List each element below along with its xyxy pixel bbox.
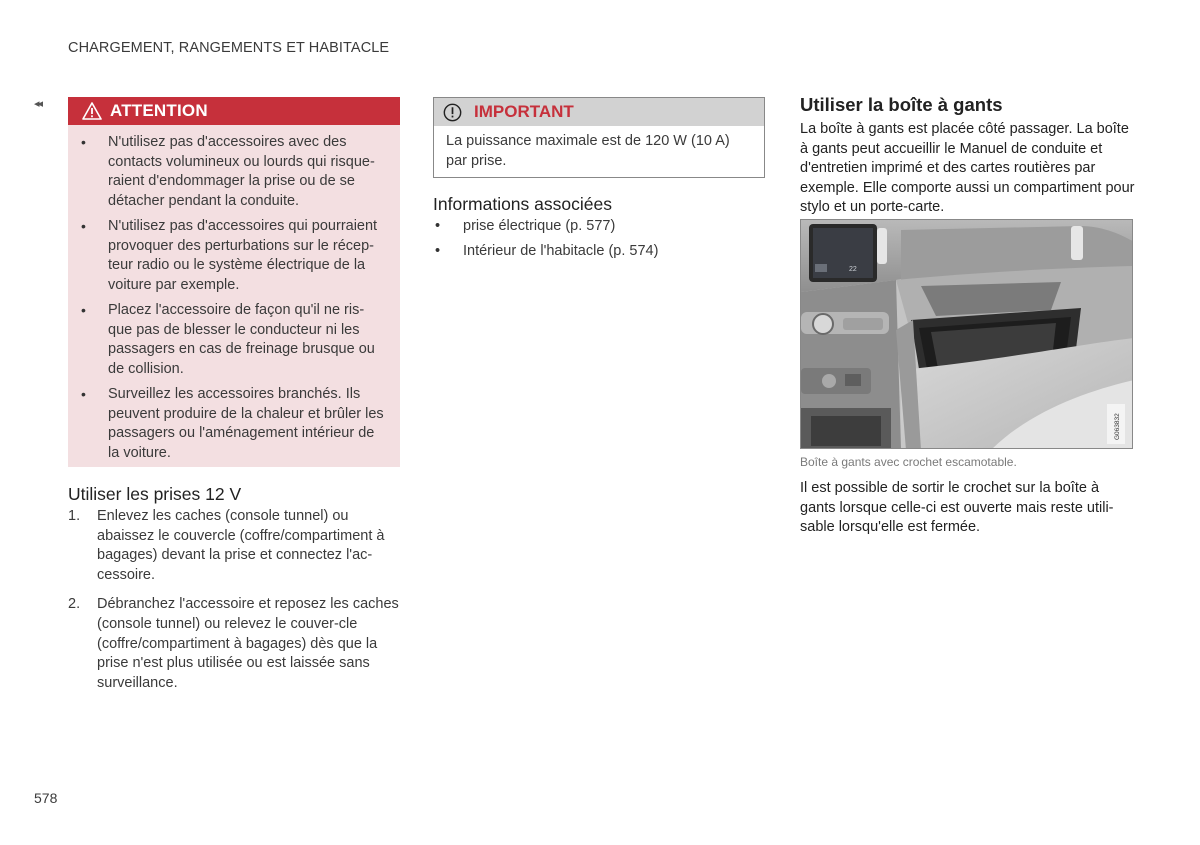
exclamation-circle-icon	[443, 103, 462, 122]
section-heading: Utiliser la boîte à gants	[800, 94, 1003, 115]
list-item: • Surveillez les accessoires branchés. Ils peuvent produire de la chaleur et brûler les passagers ou l'aménagement intérieur de la voiture.	[108, 385, 386, 463]
glovebox-photo	[800, 219, 1133, 449]
attention-title: ATTENTION	[110, 101, 208, 120]
important-text: La puissance maximale est de 120 W (10 A) par prise.	[446, 133, 730, 169]
warning-triangle-icon	[82, 102, 102, 120]
important-header	[434, 98, 764, 126]
glovebox-illustration	[801, 220, 1133, 449]
photo-reference-code: G063832	[1114, 413, 1121, 440]
attention-header	[68, 97, 400, 125]
section-heading: Informations associées	[433, 194, 612, 214]
list-item: • N'utilisez pas d'accessoires avec des contacts volumineux ou lourds qui risque-raient d'endommager la prise ou de se détacher pendant la conduite.	[108, 133, 386, 211]
step-number: 2.	[68, 596, 81, 613]
steps-list	[68, 507, 403, 693]
step-text: Enlevez les caches (console tunnel) ou abaissez le couvercle (coffre/compartiment à bagages) devant la prise et connectez l'ac-cessoire.	[97, 508, 385, 583]
back-navigation-icon[interactable]: ◂◂	[34, 98, 42, 110]
related-links-list	[433, 217, 768, 261]
prises-section	[68, 484, 403, 703]
related-info-section	[433, 194, 768, 266]
attention-list	[68, 125, 400, 463]
step-item	[68, 595, 403, 693]
running-header: CHARGEMENT, RANGEMENTS ET HABITACLE	[68, 40, 390, 56]
page-number: 578	[34, 790, 58, 806]
important-box	[433, 97, 765, 178]
step-item	[68, 507, 403, 585]
list-item: • Placez l'accessoire de façon qu'il ne ris-que pas de blesser le conducteur ni les passagers en cas de freinage brusque ou de collision.	[108, 301, 386, 379]
glovebox-section	[800, 94, 1135, 218]
step-number: 1.	[68, 508, 81, 524]
glovebox-outro: Il est possible de sortir le crochet sur la boîte à gants lorsque celle-ci est ouverte mais reste utili-sable lorsqu'elle est fermée.	[800, 480, 1114, 535]
photo-caption: Boîte à gants avec crochet escamotable.	[800, 455, 1017, 469]
list-item: • N'utilisez pas d'accessoires qui pourraient provoquer des perturbations sur le récep-teur radio ou le système électrique de la voiture par exemple.	[108, 217, 386, 295]
important-title: IMPORTANT	[474, 102, 574, 121]
related-link[interactable]: • prise électrique (p. 577)	[463, 217, 768, 237]
step-text: Débranchez l'accessoire et reposez les caches (console tunnel) ou relevez le couver-cle (coffre/compartiment à bagages) dès que la prise n'est plus utilisée ou est laissée sans surveillance.	[97, 596, 399, 691]
screen-temperature: 22	[849, 266, 857, 273]
section-heading: Utiliser les prises 12 V	[68, 484, 242, 504]
related-link[interactable]: • Intérieur de l'habitacle (p. 574)	[463, 242, 768, 262]
glovebox-intro: La boîte à gants est placée côté passager. La boîte à gants peut accueillir le Manuel de conduite et d'entretien imprimé et des cartes routières par exemple. Elle comporte aussi un compartiment pour stylo et un porte-carte.	[800, 121, 1135, 215]
attention-box	[68, 97, 400, 467]
